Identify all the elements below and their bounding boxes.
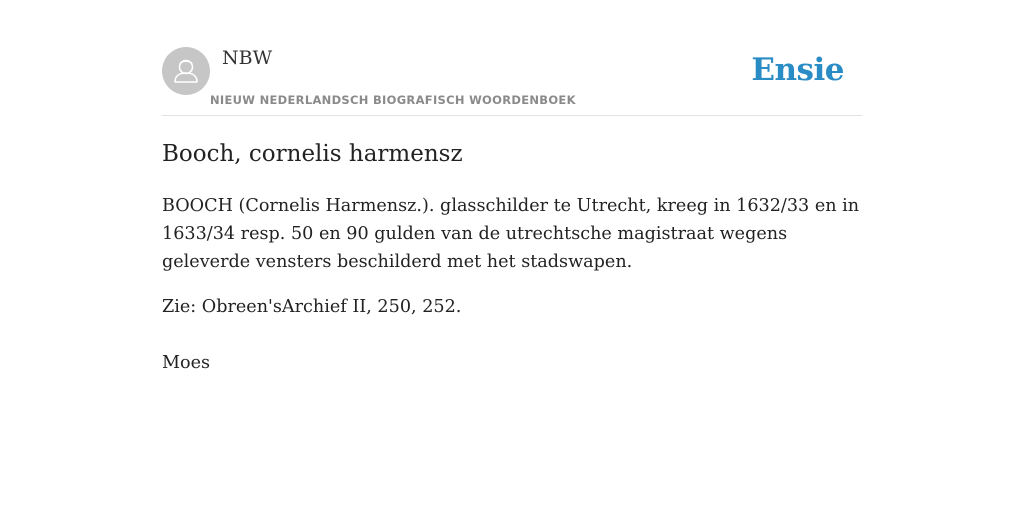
source-abbreviation[interactable]: NBW [222,47,273,69]
user-avatar-icon[interactable] [162,47,210,95]
article-title: Booch, cornelis harmensz [162,141,463,167]
source-full-name: NIEUW NEDERLANDSCH BIOGRAFISCH WOORDENBOEK [210,93,576,107]
article [162,138,862,377]
brand-logo[interactable]: Ensie [751,52,844,88]
header [162,46,862,116]
user-silhouette-icon [162,47,210,95]
article-reference: Zie: Obreen'sArchief II, 250, 252. [162,297,462,317]
article-body: BOOCH (Cornelis Harmensz.). glasschilder te Utrecht, kreeg in 1632/33 en in 1633/34 resp. 50 en 90 gulden van de utrechtsche magistraat wegens geleverde vensters beschilderd met het stadswapen. [162,196,860,272]
article-author: Moes [162,353,211,373]
